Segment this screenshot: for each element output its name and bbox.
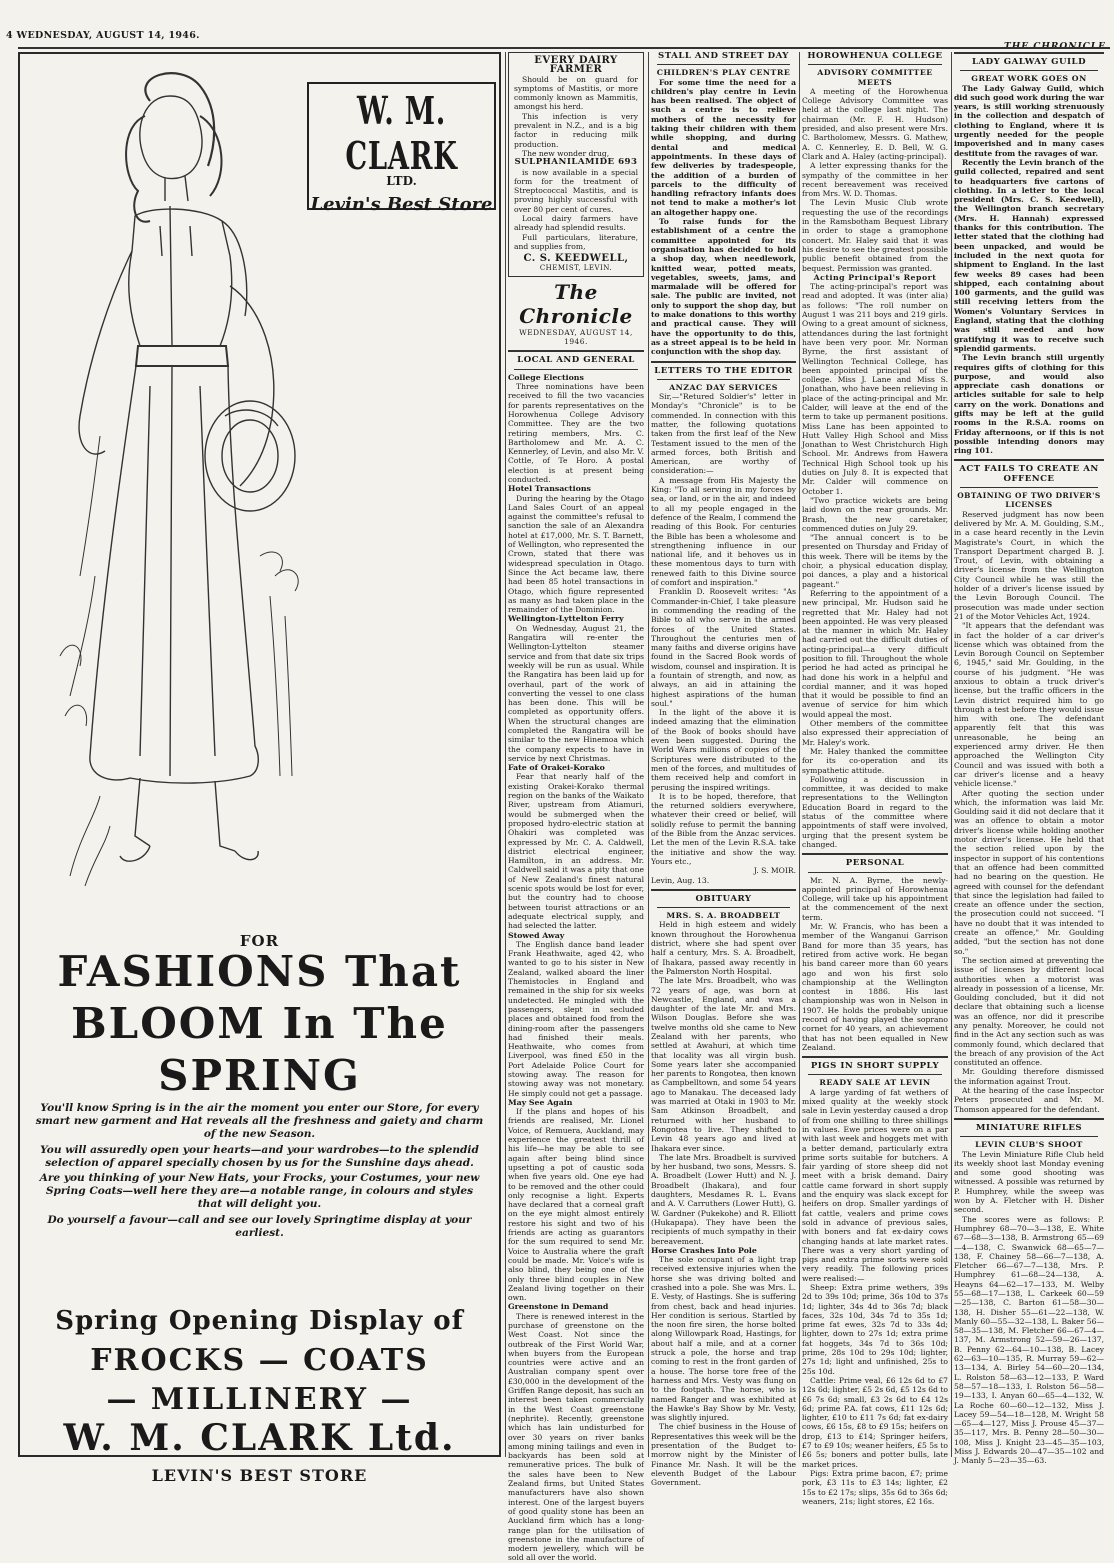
article-text: A message from His Majesty the King: "To all serving in my forces by sea, or land, or in the air, and indeed to all my people engaged in the defence of the Realm, I commend the reading of this Book. For centuries the Bible has been a wholesome and strengthening influence in our national life, and it behoves us in these momentous days to turn with renewed faith to this Divine source of comfort and inspiration." <box>651 475 796 588</box>
logo-slogan: Levin's Best Store <box>310 194 493 215</box>
rule <box>651 889 796 891</box>
article-subhead: May See Again <box>508 1097 573 1107</box>
article-text: A large yarding of fat wethers of mixed quality at the weekly stock sale in Levin yesterday caused a drop of from one shilling to three shillings in values. Ewe prices were on a par with last week and hoggets met with a better demand, particularly extra prime sorts suitable for butchers. A fair yarding of store sheep did not meet with a brisk demand. Dairy cattle came forward in short supply and the enquiry was slack except for heifers on drop. Smaller yardings of fat cattle, vealers and prime cows sold in advance of previous sales, with boners and fat ex-dairy cows changing hands at late market rates. There was a very short yarding of pigs and extra prime sorts were sold very readily. The following prices were realised:— <box>802 1087 948 1283</box>
ad-body-copy <box>32 1102 487 1239</box>
article-subhead: Horse Crashes Into Pole <box>651 1245 757 1255</box>
article-text: If the plans and hopes of his friends are realised, Mr. Lionel Voice, of Remuera, Auckland, may experience the greatest thrill of his life—he may be able to see again after being blind since upsetting a pot of caustic soda when five years old. One eye had to be removed and the other could only recognise a light. Experts have declared that a corneal graft on the eye might almost entirely restore his sight and two of his friends are acting as guarantors for the sum required to send Mr. Voice to Australia where the graft could be made. Mr. Voice's wife is also blind, they being one of the only three blind couples in New Zealand living together on their own. <box>508 1107 644 1303</box>
rule <box>954 1118 1104 1120</box>
local-general-head: LOCAL AND GENERAL <box>517 355 635 366</box>
article-subhead: Acting Principal's Report <box>813 272 937 282</box>
clark-logo <box>307 82 496 215</box>
galway-head: LADY GALWAY GUILD <box>971 57 1087 67</box>
column-rule <box>799 52 800 1457</box>
stall-subhead: CHILDREN'S PLAY CENTRE <box>656 68 791 78</box>
article-text: Reserved judgment has now been delivered by Mr. A. M. Goulding, S.M., in a case heard recently in the Levin Magistrate's Court, in which the Transport Department charged B. J. Trout, of Levin, with obtaining a driver's license from the Wellington City Council while he was still the holder of a driver's license issued by the Levin Borough Council. The prosecution was made under section 21 of the Motor Vehicles Act, 1924. <box>954 509 1104 621</box>
article-subhead: Stowed Away <box>508 930 565 940</box>
column-3 <box>802 51 948 1506</box>
article-text: For some time the need for a children's play centre in Levin has been realised. The object of such a centre is to relieve mothers of the necessity for taking their children with them while shopping, and during dental and medical appointments. In these days of few deliveries by tradespeople, the addition of a burden of parcels to the difficulty of handling refractory infants does not tend to make a mother's lot an altogether happy one. <box>651 77 796 217</box>
article-text: The acting-principal's report was read and adopted. It was (inter alia) as follows: "The roll number on August 1 was 211 boys and 219 girls. Owing to a great amount of sickness, attendances during the last fortnight have been very poor. Mr. Norman Byrne, the first assistant of Wellington Technical College, has been appointed principal of the college. Miss J. Lane and Miss S. Jonathan, who have been relieving in place of the acting-principal and Mr. Calder, will leave at the end of the term to take up permanent positions. Miss Lane has been appointed to Hutt Valley High School and Miss Jonathan to West Christchurch High School. Mr. Andrews from Hawera Technical High School took up his duties on July 8. It is expected that Mr. Calder will commence on October 1. <box>802 282 948 496</box>
article-text: Fear that nearly half of the existing Orakei-Korako thermal region on the banks of the Waikato River, upstream from Atiamuri, would be submerged when the proposed hydro-electric station at Ohakiri was completed was expressed by Mr. C. A. Caldwell, district electrical engineer, Hamilton, in an address. Mr. Caldwell said it was a pity that one of New Zealand's finest natural scenic spots would be lost for ever, but the country had to choose between tourist attractions or an adequate electrical supply, and had selected the latter. <box>508 772 644 931</box>
levins-best-store: LEVIN'S BEST STORE <box>151 1466 368 1485</box>
masthead-date: WEDNESDAY, AUGUST 14, 1946. <box>519 327 633 347</box>
ad-for: FOR <box>239 932 280 950</box>
article-subhead: College Elections <box>508 372 584 382</box>
dairy-text: Should be on guard for symptoms of Mastitis, or more commonly known as Mammitis, amongst his herd. <box>514 74 638 112</box>
article-text: Referring to the appointment of a new principal, Mr. Hudson said he regretted that Mr. Haley had not been appointed. He was very pleased at the manner in which Mr. Haley had carried out the difficult duties of acting-principal—a very difficult position to fill. Throughout the whole period he had acted as principal he had done his work in a helpful and cordial manner, and it was hoped that it would be possible to find an avenue of service for him which would appeal the most. <box>802 588 948 719</box>
article-text: The late Mrs. Broadbelt is survived by her husband, two sons, Messrs. S. A. Broadbelt (Lower Hutt) and N. J. Broadbelt (Ihakara), and four daughters, Mesdames R. L. Evans and A. V. Carruthers (Lower Hutt), G. W. Gardner (Pukekohe) and R. Elliott (Hukapapa). They have been the recipients of much sympathy in their bereavement. <box>651 1152 796 1246</box>
article-text: At the hearing of the case Inspector Peters prosecuted and Mr. M. Thomson appeared for the defendant. <box>954 1086 1104 1114</box>
article-text: Three nominations have been received to fill the two vacancies for parents representatives on the Horowhenua College Advisory Committee. They are the two retiring members, Mrs. C. Bartholomew and Mr. A. C. Kennerley, of Levin, and also Mr. V. Cottle, of Te Horo. A postal election is at present being conducted. <box>508 382 644 484</box>
rule <box>808 1074 942 1075</box>
article-text: "Two practice wickets are being laid down on the rear grounds. Mr. Brash, the new caretaker, commenced duties on July 29. <box>802 495 948 533</box>
article-text: Sir,—"Retured Soldier's" letter in Monday's "Chronicle" is to be commended. In connection with this matter, the following quotations taken from the first leaf of the New Testament issued to the men of the armed forces, both British and American, are worthy of consideration:— <box>651 392 796 476</box>
pigs-subhead: READY SALE AT LEVIN <box>819 1078 931 1088</box>
article-text: After quoting the section under which, the information was laid Mr. Goulding said it did not declare that it was an offence to obtain a motor driver's license while holding another motor driver's license. He held that the section relied upon by the inspector in support of his contentions that an offence had been committed had no bearing on the question. He agreed with counsel for the defendant that since the legislation had failed to create an offence under the section, the prosecution could not succeed. "I have no doubt that it was intended to create an offence," Mr. Goulding added, "but the section has not done so." <box>954 788 1104 956</box>
article-text: There is renewed interest in the purchase of greenstone on the West Coast. Not since the outbreak of the First World War, when buyers from the European countries were active and an Australian company spent over £30,000 in the development of the Griffen Range deposit, has such an interest been taken commercially in the West Coast greenstone (nephrite). Recently, greenstone which has lain undisturbed for over 30 years on river banks among mining tailings and even in backyards has been sold at remunerative prices. The bulk of the sales have been to New Zealand firms, but United States manufacturers have also shown interest. One of the largest buyers of good quality stone has been an Auckland firm which has a long-range plan for the utilisation of greenstone in the manufacture of modern jewellery, which will be sold all over the world. <box>508 1311 644 1563</box>
letter-date: Levin, Aug. 13. <box>651 875 710 885</box>
ad-headline-2: BLOOM In The <box>71 999 448 1048</box>
article-text: It is to be hoped, therefore, that the returned soldiers everywhere, whatever their creed or belief, will solidly refuse to permit the banning of the Bible from the Anzac services. Let the men of the Levin R.S.A. take the initiative and show the way. Yours etc., <box>651 791 796 866</box>
spring-opening: Spring Opening Display of <box>55 1306 464 1336</box>
act-head: ACT FAILS TO CREATE AN OFFENCE <box>959 464 1099 484</box>
article-text: The section aimed at preventing the issue of licenses by different local authorities when a motorist was already in possession of a license, Mr. Goulding concluded, but it did not declare that obtaining such a license was an offence, nor did it prescribe any penalty. Moreover, he could not find in the Act any section such as was commonly found, which declared that the breach of any provision of the Act constituted an offence. <box>954 955 1104 1068</box>
article-text: The Levin branch still urgently requires gifts of clothing for this purpose, and would also appreciate cash donations or articles suitable for sale to help carry on the work. Donations and gifts may be left at the guild rooms in the R.S.A. rooms on Friday afternoons, or if this is not possible intending donors may ring 101. <box>954 353 1104 456</box>
article-text: Mr. Goulding therefore dismissed the information against Trout. <box>954 1067 1104 1086</box>
article-text: To raise funds for the establishment of a centre the committee appointed for its organisation has decided to hold a shop day, when needlework, knitted wear, potted meats, vegetables, sweets, jams, and marmalade will be offered for sale. The public are invited, not only to support the shop day, but to make donations to this worthy and practical cause. They will have the opportunity to do this, as a street appeal is to be held in conjunction with the shop day. <box>651 217 796 357</box>
running-title: THE CHRONICLE <box>1004 42 1106 52</box>
rule <box>657 379 790 380</box>
rule <box>960 70 1098 71</box>
rule <box>960 1136 1098 1137</box>
article-text: A meeting of the Horowhenua College Advisory Committee was held at the college last night. The chairman (Mr. F. H. Hudson) presided, and also present were Mrs. C. Bartholomew, Messrs. G. Mathew, A. C. Kennerley, E. D. Bell, W. G. Clark and A. Haley (acting-principal). <box>802 86 948 161</box>
rule <box>657 64 790 65</box>
dairy-text: This infection is very prevalent in N.Z., and is a big factor in reducing milk production. <box>514 111 638 149</box>
pigs-head: PIGS IN SHORT SUPPLY <box>810 1061 940 1072</box>
column-rule <box>648 52 649 1457</box>
ad-paragraph-4: Do yourself a favour—call and see our lovely Springtime display at your earliest. <box>47 1213 472 1239</box>
article-text: A letter expressing thanks for the sympathy of the committee in her recent bereavement was received from Mrs. W. D. Thomas. <box>802 161 948 199</box>
article-text: Mr. W. Francis, who has been a member of the Wanganui Garrison Band for more than 35 years, has retired from active work. He began his band career more than 60 years ago and won his first solo championship at the Wellington contest in 1886. His last championship was won in Nelson in 1907. He holds the probably unique record of having played the soprano cornet for 40 years, an achievement that has not been equalled in New Zealand. <box>802 922 948 1052</box>
article-text: "The annual concert is to be presented on Thursday and Friday of this week. There will be items by the choir, a physical education display, poi dances, a play and a historical pageant." <box>802 533 948 589</box>
dairy-chemist: CHEMIST, LEVIN. <box>539 263 613 272</box>
clark-advertisement <box>18 52 501 1485</box>
article-text: Recently the Levin branch of the guild collected, repaired and sent to headquarters five cartons of clothing. In a letter to the local president (Mrs. C. S. Keedwell), the Wellington branch secretary (Mrs. H. Hannah) expressed thanks for this contribution. The letter stated that the clothing had been unpacked, and would be included in the next quota for shipment to England. In the last few weeks 89 cases had been shipped, each containing about 100 garments, and the guild was still receiving letters from the Women's Voluntary Services in England, stating that the clothing was still needed and how gratifying it was to receive such splendid garments. <box>954 157 1104 353</box>
rule <box>657 907 790 908</box>
rule <box>651 361 796 363</box>
act-subhead: OBTAINING OF TWO DRIVER'S LICENSES <box>957 491 1101 510</box>
letter-signature: J. S. MOIR. <box>753 866 796 876</box>
clark-ltd: W. M. CLARK Ltd. <box>63 1417 456 1459</box>
article-subhead: Greenstone in Demand <box>508 1302 609 1312</box>
column-rule <box>951 52 952 1457</box>
article-text: The sole occupant of a light trap received extensive injuries when the horse she was driving bolted and crashed into a pole. She was Mrs. L. E. Vesty, of Hastings. She is suffering from chest, back and head injuries. Her condition is serious. Startled by the noon fire siren, the horse bolted along Willowpark Road, Hastings, for about half a mile, and at a corner struck a pole, the horse and trap coming to rest in the front garden of a house. The horse tore free of the harness and Mrs. Vesty was flung on to the footpath. The horse, who is named Ranger and was exhibited at the Hawke's Bay Show by Mr. Vesty, was slightly injured. <box>651 1255 796 1423</box>
personal-head: PERSONAL <box>845 858 905 869</box>
dairy-text: Full particulars, literature, and supplies from, <box>514 232 638 251</box>
frocks-coats: FROCKS — COATS <box>90 1343 429 1378</box>
ad-headline-1: FASHIONS That <box>57 947 462 996</box>
article-text: During the hearing by the Otago Land Sales Court of an appeal against the committee's refusal to sanction the sale of an Alexandra hotel at £17,000, Mr. S. T. Barnett, of Wellington, who represented the Crown, stated that there was widespread speculation in Otago. Since the Act became law, there had been 85 hotel transactions in Otago, which figure represented as many as had taken place in the remainder of the Dominion. <box>508 493 644 615</box>
article-subhead: Fate of Orakei-Korako <box>508 763 605 773</box>
article-text: The Levin Miniature Rifle Club held its weekly shoot last Monday evening and some good shooting was witnessed. A possible was returned by P. Humphrey, while the sweep was won by A. Fletcher with H. Disher second. <box>954 1149 1104 1215</box>
rule <box>802 853 948 855</box>
dairy-seller: C. S. KEEDWELL, <box>523 253 629 265</box>
ad-paragraph-2b: You will assuredly open your hearts—and your wardrobes—to the splendid selection of apparel specially chosen by us for the Sunshine days ahead. <box>40 1143 479 1169</box>
article-text: Franklin D. Roosevelt writes: "As Commander-in-Chief, I take pleasure in commending the reading of the Bible to all who serve in the armed forces of the United States. Throughout the centuries men of many faiths and diverse origins have found in the Sacred Book words of wisdom, counsel and inspiration. It is a fountain of strength, and now, as always, an aid in attaining the highest aspirations of the human soul." <box>651 587 796 708</box>
millinery: — MILLINERY — <box>106 1382 413 1417</box>
horowhenua-subhead: ADVISORY COMMITTEE MEETS <box>817 68 933 87</box>
article-text: Held in high esteem and widely known throughout the Horowhenua district, where she had spent over half a century, Mrs. S. A. Broadbelt, of Ihakara, passed away recently in the Palmerston North Hospital. <box>651 920 796 976</box>
article-text: Pigs: Extra prime bacon, £7; prime pork, £3 11s to £3 14s; lighter, £2 15s to £2 17s; slips, 35s 6d to 36s 6d; weaners, 21s; light stores, £2 16s. <box>802 1468 948 1506</box>
article-subhead: Wellington-Lyttelton Ferry <box>508 614 624 624</box>
ad-paragraph-3: Are you thinking of your New Hats, your Frocks, your Costumes, your new Spring Coats—well here they are—a notable range, in colours and styles that will delight you. <box>39 1172 480 1211</box>
obituary-subhead: MRS. S. A. BROADBELT <box>666 911 781 921</box>
page-date-line: 4 WEDNESDAY, AUGUST 14, 1946. <box>6 30 200 41</box>
obituary-head: OBITUARY <box>695 893 752 904</box>
article-text: Other members of the committee also expressed their appreciation of Mr. Haley's work. <box>802 719 948 747</box>
article-text: Cattle: Prime veal, £6 12s 6d to £7 12s 6d; lighter, £5 2s 6d, £5 12s 6d to £6 7s 6d; small, £3 2s 6d to £4 12s 6d; prime P.A. fat cows, £11 12s 6d; lighter, £10 to £11 7s 6d; fat ex-dairy cows, £6 15s, £8 to £9 15s; heifers on drop, £13 to £14; Springer heifers, £7 to £9 10s; weaner heifers, £5 5s to £6 5s; boners and potter bulls, late market prices. <box>802 1375 948 1469</box>
column-rule <box>505 52 506 1457</box>
column-4 <box>954 52 1104 1466</box>
article-text: "It appears that the defendant was in fact the holder of a car driver's license which was obtained from the Levin Borough Council on September 6, 1945," said Mr. Goulding, in the course of his judgment. "He was anxious to obtain a truck driver's license, but the traffic officers in the Levin district required him to go through a test before they would issue him with one. The defendant apparently felt that this was unreasonable, he being an experienced army driver. He then approached the Wellington City Council and was issued with both a car driver's license and a heavy vehicle license." <box>954 621 1104 789</box>
article-subhead: Hotel Transactions <box>508 484 591 494</box>
dairy-text: is now available in a special form for the treatment of Streptococcal Mastitis, and is proving highly successful with over 80 per cent of cures. <box>514 167 638 214</box>
galway-subhead: GREAT WORK GOES ON <box>971 74 1087 84</box>
article-text: The chief business in the House of Representatives this week will be the presentation of the Budget to-morrow night by the Minister of Finance Mr. Nash. It will be the eleventh Budget of the Labour Government. <box>651 1422 796 1488</box>
column-1 <box>508 52 644 1563</box>
dairy-text: The new wonder drug, <box>522 148 610 158</box>
article-text: Following a discussion in committee, it was decided to make representations to the Wellington Education Board in regard to the status of the committee where appointments of staff were involved, urging that the present system be changed. <box>802 774 948 849</box>
rule <box>954 459 1104 461</box>
stall-head: STALL AND STREET DAY <box>658 51 789 61</box>
masthead-rule <box>508 350 644 352</box>
rifles-subhead: LEVIN CLUB'S SHOOT <box>975 1140 1083 1150</box>
page-header <box>0 0 1114 50</box>
logo-name: W. M. CLARK <box>345 88 458 178</box>
rifles-head: MINIATURE RIFLES <box>975 1122 1083 1133</box>
article-text: Mr. Haley thanked the committee for its co-operation and its sympathetic attitude. <box>802 746 948 775</box>
column-2 <box>651 51 796 1488</box>
article-text: The Lady Galway Guild, which did such good work during the war years, is still working strenuously in the collection and despatch of clothing to England, where it is urgently needed for the people impoverished and in many cases destitute from the ravages of war. <box>954 83 1104 158</box>
fashion-illustration-icon <box>50 56 310 916</box>
article-text: The Levin Music Club wrote requesting the use of the recordings in the Ramsbotham Bequest Library in order to stage a gramophone concert. Mr. Haley said that it was his desire to see the greatest possible public benefit obtained from the bequest. Permission was granted. <box>802 198 948 273</box>
masthead: The Chronicle <box>519 279 633 328</box>
header-rule <box>18 47 1110 49</box>
rule <box>960 487 1098 488</box>
dairy-text: Local dairy farmers have already had splendid results. <box>514 214 638 233</box>
logo-ltd: LTD. <box>386 174 417 188</box>
dairy-advertisement <box>508 52 644 277</box>
article-text: The English dance band leader Frank Heathwaite, aged 42, who wanted to go to his sister in New Zealand, walked aboard the liner Themistocles in England and remained in the ship for six weeks undetected. He mingled with the passengers, slept in secluded places and obtained food from the dining-room after the passengers had finished their meals. Heathwaite, who comes from Liverpool, was fined £50 in the Port Adelaide Police Court for stowing away. The reason for stowing away was not monetary. He simply could not get a passage. <box>508 939 644 1098</box>
article-text: In the light of the above it is indeed amazing that the elimination of the Book of books should have even been suggested. During the World Wars millions of copies of the Scriptures were distributed to the men of the forces, and multitudes of them received help and comfort in perusing the inspired writings. <box>651 708 796 792</box>
article-text: Sheep: Extra prime wethers, 39s 2d to 39s 10d; prime, 36s 10d to 37s 1d; lighter, 34s 4d to 36s 7d; black faces, 32s 10d, 34s 7d to 35s 1d; prime fat ewes, 32s 7d to 33s 4d; lighter, down to 27s 1d; extra prime fat hoggets, 34s 7d to 36s 10d; prime, 28s 10d to 29s 10d; lighter, 27s 1d; light and unfinished, 25s to 25s 10d. <box>802 1283 948 1376</box>
rule <box>954 52 1104 54</box>
article-text: The scores were as follows: P. Humphrey 68—70—3—138, E. White 67—68—3—138, B. Armstrong 65—69—4—138, C. Swanwick 68—65—7—138, F. Chainey 58—66—7—138, A. Fletcher 66—67—7—138, Mrs. P. Humphrey 61—68—24—138, A. Heayns 64—62—17—133, M. Welby 55—68—17—138, L. Carkeek 60—59—25—138, C. Barton 61—58—30—138, H. Disher 55—61—22—138, W. Manly 60—55—32—138, L. Baker 56—58—35—138, M. Fletcher 66—67—4—137, M. Armstrong 52—59—26—137, B. Penny 62—64—10—138, B. Lacey 62—63—10—135, R. Murray 59—62—13—134, A. Birley 54—60—20—134, L. Rolston 58—63—12—133, P. Ward 58—57—18—133, I. Rolston 56—58—19—133, I. Anyan 60—65—4—132, W. La Roche 60—60—12—132, Miss J. Lacey 59—54—18—128, M. Wright 58—65—4—127, Miss J. Prouse 45—37—35—117, Mrs. B. Penny 28—50—30—108, Miss J. Knight 23—45—35—103, Miss J. Edwards 20—47—35—102 and J. Manly 5—23—35—63. <box>954 1214 1104 1466</box>
ad-paragraph-1b: You'll know Spring is in the air the moment you enter our Store, for every smart new garment and Hat reveals all the freshness and gaiety and charm of the new Season. <box>35 1102 484 1141</box>
horowhenua-head: HOROWHENUA COLLEGE <box>807 51 943 61</box>
rule <box>808 872 942 873</box>
article-text: On Wednesday, August 21, the Rangatira will re-enter the Wellington-Lyttelton steamer service and from that date six trips weekly will be run as usual. While the Rangatira has been laid up for overhaul, part of the work of converting the vessel to one class has been done. This will be completed as opportunity offers. When the structural changes are completed the Rangatira will be similar to the new Hinemoa which the company expects to have in service by next Christmas. <box>508 623 644 763</box>
article-text: Mr. N. A. Byrne, the newly-appointed principal of Horowhenua College, will take up his appointment at the commencement of the next term. <box>802 875 948 922</box>
rule <box>808 64 942 65</box>
dairy-headline: EVERY DAIRY FARMER <box>534 55 618 76</box>
dairy-drug: SULPHANILAMIDE 693 <box>514 157 638 168</box>
letters-head: LETTERS TO THE EDITOR <box>654 365 793 376</box>
rule <box>514 369 638 370</box>
anzac-subhead: ANZAC DAY SERVICES <box>669 382 778 392</box>
article-text: The late Mrs. Broadbelt, who was 72 years of age, was born at Newcastle, England, and was a daughter of the late Mr. and Mrs. Wilson Douglas. Before she was twelve months old she came to New Zealand with her parents, who settled at Awahuri, at which time that locality was all virgin bush. Some years later she accompanied her parents to Rongotea, then known as Campbelltown, and some 54 years ago to Manakau. The deceased lady was married at Otaki in 1903 to Mr. Sam Atkinson Broadbelt, and returned with her husband to Rongotea to live. They shifted to Levin 48 years ago and lived at Ihakara ever since. <box>651 976 796 1153</box>
rule <box>802 1056 948 1058</box>
ad-headline-3: SPRING <box>158 1051 361 1100</box>
